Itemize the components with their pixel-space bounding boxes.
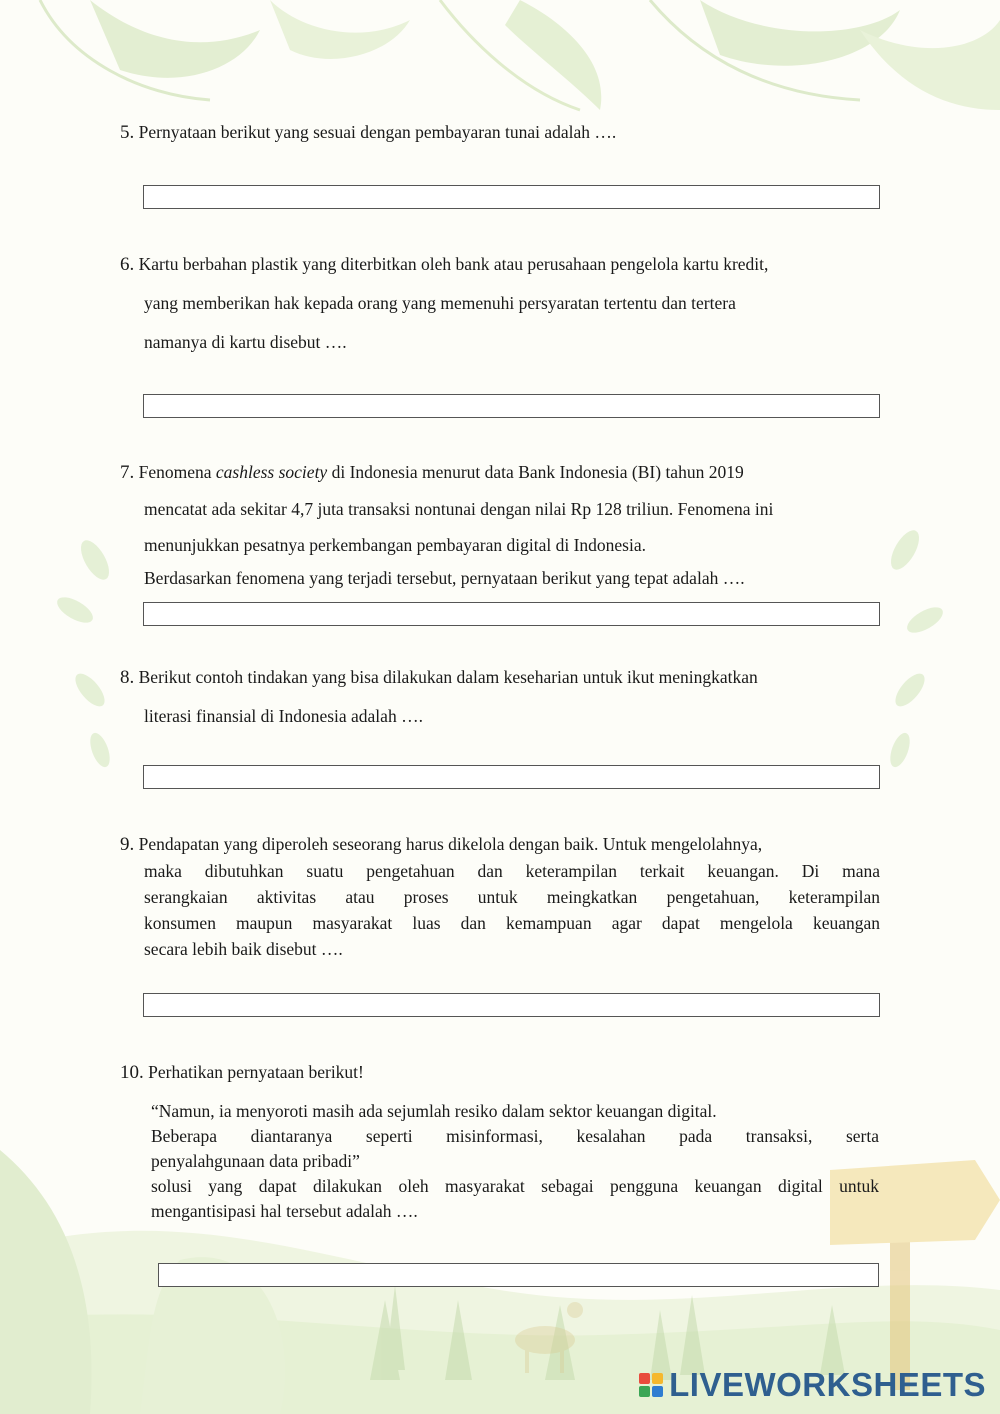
question-6-line-1 <box>120 245 890 284</box>
question-7-text-1a: Fenomena <box>138 462 216 482</box>
question-9-text-3: serangkaian aktivitas atau proses untuk meingkatkan pengetahuan, keterampilan <box>144 887 880 907</box>
question-8-line-1 <box>120 658 890 697</box>
question-number: 5. <box>120 122 135 143</box>
question-10 <box>120 1053 880 1092</box>
question-9-text-2: maka dibutuhkan suatu pengetahuan dan keterampilan terkait keuangan. Di mana <box>144 861 880 881</box>
answer-field-8[interactable] <box>143 765 880 789</box>
question-7 <box>120 454 890 593</box>
prompt-line-1 <box>151 1174 879 1199</box>
question-6-line-3: namanya di kartu disebut …. <box>144 332 347 352</box>
logo-text: LIVEWORKSHEETS <box>669 1366 986 1403</box>
question-number: 7. <box>120 462 135 483</box>
question-10-line-1 <box>120 1053 880 1092</box>
quote-line-2 <box>151 1124 879 1149</box>
question-number: 10. <box>120 1062 144 1083</box>
question-8-line-2: literasi finansial di Indonesia adalah …. <box>144 706 423 726</box>
prompt-text-1: solusi yang dapat dilakukan oleh masyarakat sebagai pengguna keuangan digital untuk <box>151 1176 879 1196</box>
question-9-line-2 <box>120 858 880 884</box>
question-number: 8. <box>120 667 135 688</box>
question-10-text: Perhatikan pernyataan berikut! <box>148 1062 364 1082</box>
question-5-text: Pernyataan berikut yang sesuai dengan pembayaran tunai adalah …. <box>138 122 617 142</box>
answer-field-7[interactable] <box>143 602 880 626</box>
question-5-line <box>120 113 880 152</box>
question-number: 9. <box>120 834 135 855</box>
question-9-text-1: Pendapatan yang diperoleh seseorang harus dikelola dengan baik. Untuk mengelolahnya, <box>138 834 763 854</box>
question-9-line-4 <box>120 910 880 936</box>
question-6-text-1: Kartu berbahan plastik yang diterbitkan oleh bank atau perusahaan pengelola kartu kredit, <box>138 254 769 274</box>
liveworksheets-logo <box>639 1366 986 1404</box>
quote-line-3: penyalahgunaan data pribadi” <box>151 1151 360 1171</box>
question-7-line-1 <box>120 454 890 491</box>
question-8 <box>120 658 890 735</box>
question-7-line-2: mencatat ada sekitar 4,7 juta transaksi nontunai dengan nilai Rp 128 triliun. Fenomena ini <box>144 499 774 519</box>
quote-line-1: “Namun, ia menyoroti masih ada sejumlah resiko dalam sektor keuangan digital. <box>151 1101 717 1121</box>
question-10-quote <box>151 1099 879 1224</box>
question-9-text-4: konsumen maupun masyarakat luas dan kemampuan agar dapat mengelola keuangan <box>144 913 880 933</box>
question-7-line-3: menunjukkan pesatnya perkembangan pembayaran digital di Indonesia. <box>144 535 646 555</box>
answer-field-5[interactable] <box>143 185 880 209</box>
quote-text-2: Beberapa diantaranya seperti misinformasi, kesalahan pada transaksi, serta <box>151 1126 879 1146</box>
question-9 <box>120 831 880 962</box>
question-number: 6. <box>120 254 135 275</box>
answer-field-6[interactable] <box>143 394 880 418</box>
answer-field-9[interactable] <box>143 993 880 1017</box>
question-6 <box>120 245 890 362</box>
question-7-text-1b: di Indonesia menurut data Bank Indonesia (BI) tahun 2019 <box>327 462 744 482</box>
question-8-text-1: Berikut contoh tindakan yang bisa dilakukan dalam keseharian untuk ikut meningkatkan <box>138 667 758 687</box>
question-7-line-4: Berdasarkan fenomena yang terjadi tersebut, pernyataan berikut yang tepat adalah …. <box>144 568 745 588</box>
answer-field-10[interactable] <box>158 1263 879 1287</box>
jungle-vine-icon <box>40 0 1000 110</box>
prompt-line-2: mengantisipasi hal tersebut adalah …. <box>151 1201 418 1221</box>
question-9-line-1 <box>120 831 880 858</box>
question-7-italic-term: cashless society <box>215 462 328 482</box>
liveworksheets-grid-icon <box>639 1373 663 1397</box>
question-5 <box>120 113 880 152</box>
question-9-line-5: secara lebih baik disebut …. <box>144 939 343 959</box>
question-6-line-2: yang memberikan hak kepada orang yang memenuhi persyaratan tertentu dan tertera <box>144 293 736 313</box>
question-9-line-3 <box>120 884 880 910</box>
